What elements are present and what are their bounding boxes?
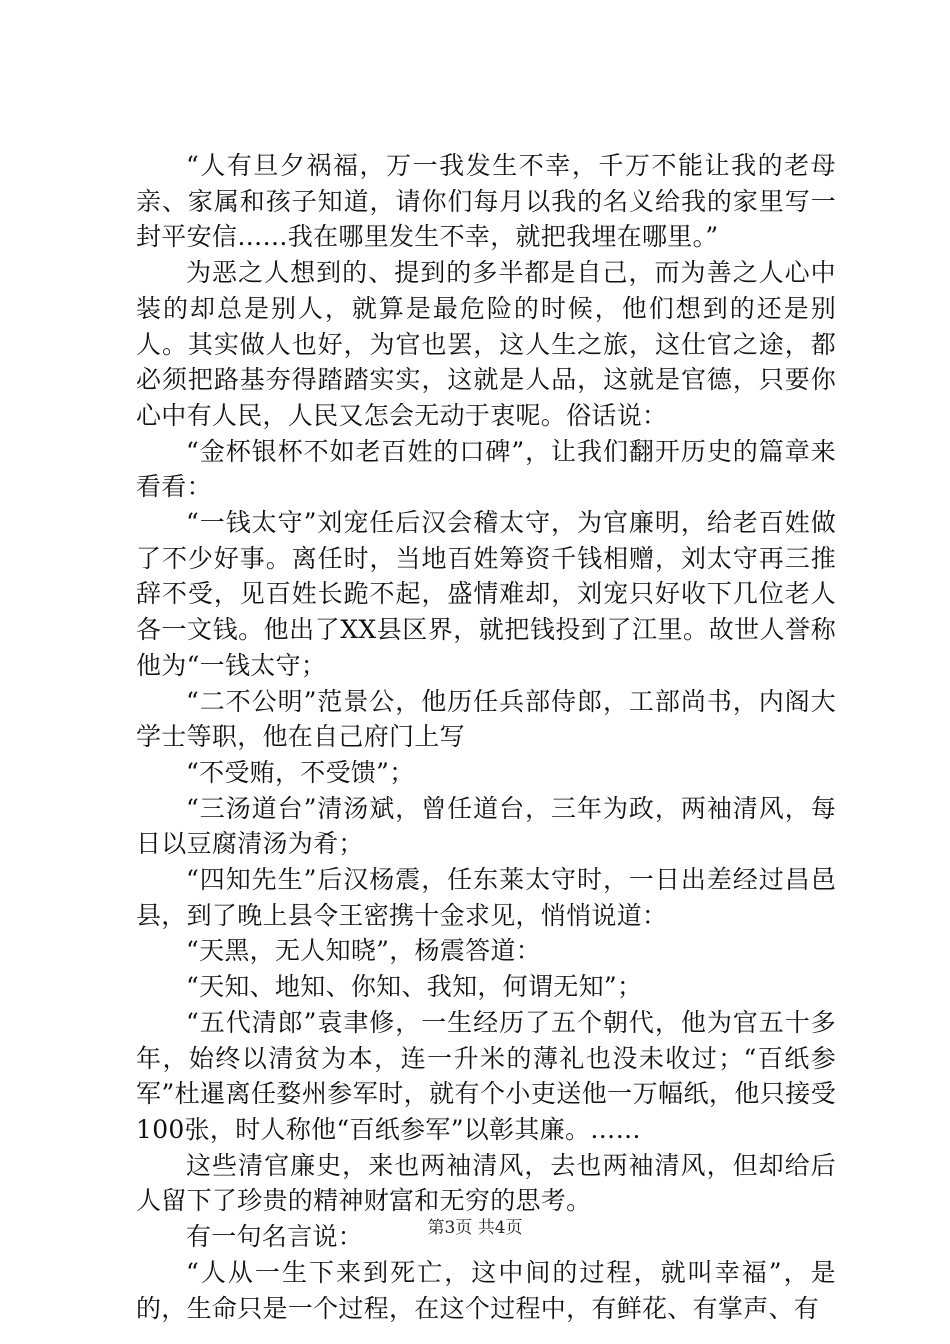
paragraph: “二不公明”范景公，他历任兵部侍郎，工部尚书，内阁大学士等职，他在自己府门上写 bbox=[136, 686, 836, 752]
paragraph: “人有旦夕祸福，万一我发生不幸，千万不能让我的老母亲、家属和孩子知道，请你们每月以我的名义给我的家里写一封平安信……我在哪里发生不幸，就把我埋在哪里。” bbox=[136, 151, 836, 252]
document-body bbox=[136, 148, 836, 1326]
paragraph: 有一句名言说： bbox=[186, 1222, 364, 1252]
paragraph: “天黑，无人知晓”，杨震答道： bbox=[186, 936, 542, 966]
paragraph: 这些清官廉史，来也两袖清风，去也两袖清风，但却给后人留下了珍贵的精神财富和无穷的思考。 bbox=[136, 1150, 836, 1216]
paragraph: “不受贿，不受馈”； bbox=[186, 757, 415, 787]
page-number-label: 第3页 共4页 bbox=[427, 1218, 523, 1238]
paragraph: “三汤道台”清汤斌，曾任道台，三年为政，两袖清风，每日以豆腐清汤为肴； bbox=[136, 793, 836, 859]
paragraph: “五代清郎”袁聿修，一生经历了五个朝代，他为官五十多年，始终以清贫为本，连一升米的薄礼也没未收过；“百纸参军”杜暹离任婺州参军时，就有个小吏送他一万幅纸，他只接受100张，时人称他“百纸参军”以彰其廉。…… bbox=[136, 1007, 836, 1144]
page-footer bbox=[0, 1216, 950, 1240]
paragraph: 为恶之人想到的、提到的多半都是自己，而为善之人心中装的却总是别人，就算是最危险的时候，他们想到的还是别人。其实做人也好，为官也罢，这人生之旅，这仕官之途，都必须把路基夯得踏踏实实，这就是人品，这就是官德，只要你心中有人民，人民又怎会无动于衷呢。俗话说： bbox=[136, 258, 836, 430]
paragraph: “一钱太守”刘宠任后汉会稽太守，为官廉明，给老百姓做了不少好事。离任时，当地百姓筹资千钱相赠，刘太守再三推辞不受，见百姓长跪不起，盛情难却，刘宠只好收下几位老人各一文钱。他出了XX县区界，就把钱投到了江里。故世人誉称他为“一钱太守； bbox=[136, 508, 836, 680]
paragraph: “人从一生下来到死亡，这中间的过程，就叫幸福”，是的，生命只是一个过程，在这个过程中，有鲜花、有掌声、有 bbox=[136, 1257, 836, 1323]
paragraph: “天知、地知、你知、我知，何谓无知”； bbox=[186, 972, 643, 1002]
paragraph: “四知先生”后汉杨震，任东莱太守时，一日出差经过昌邑县，到了晚上县令王密携十金求见，悄悄说道： bbox=[136, 865, 836, 930]
paragraph: “金杯银杯不如老百姓的口碑”，让我们翻开历史的篇章来看看： bbox=[136, 436, 836, 502]
